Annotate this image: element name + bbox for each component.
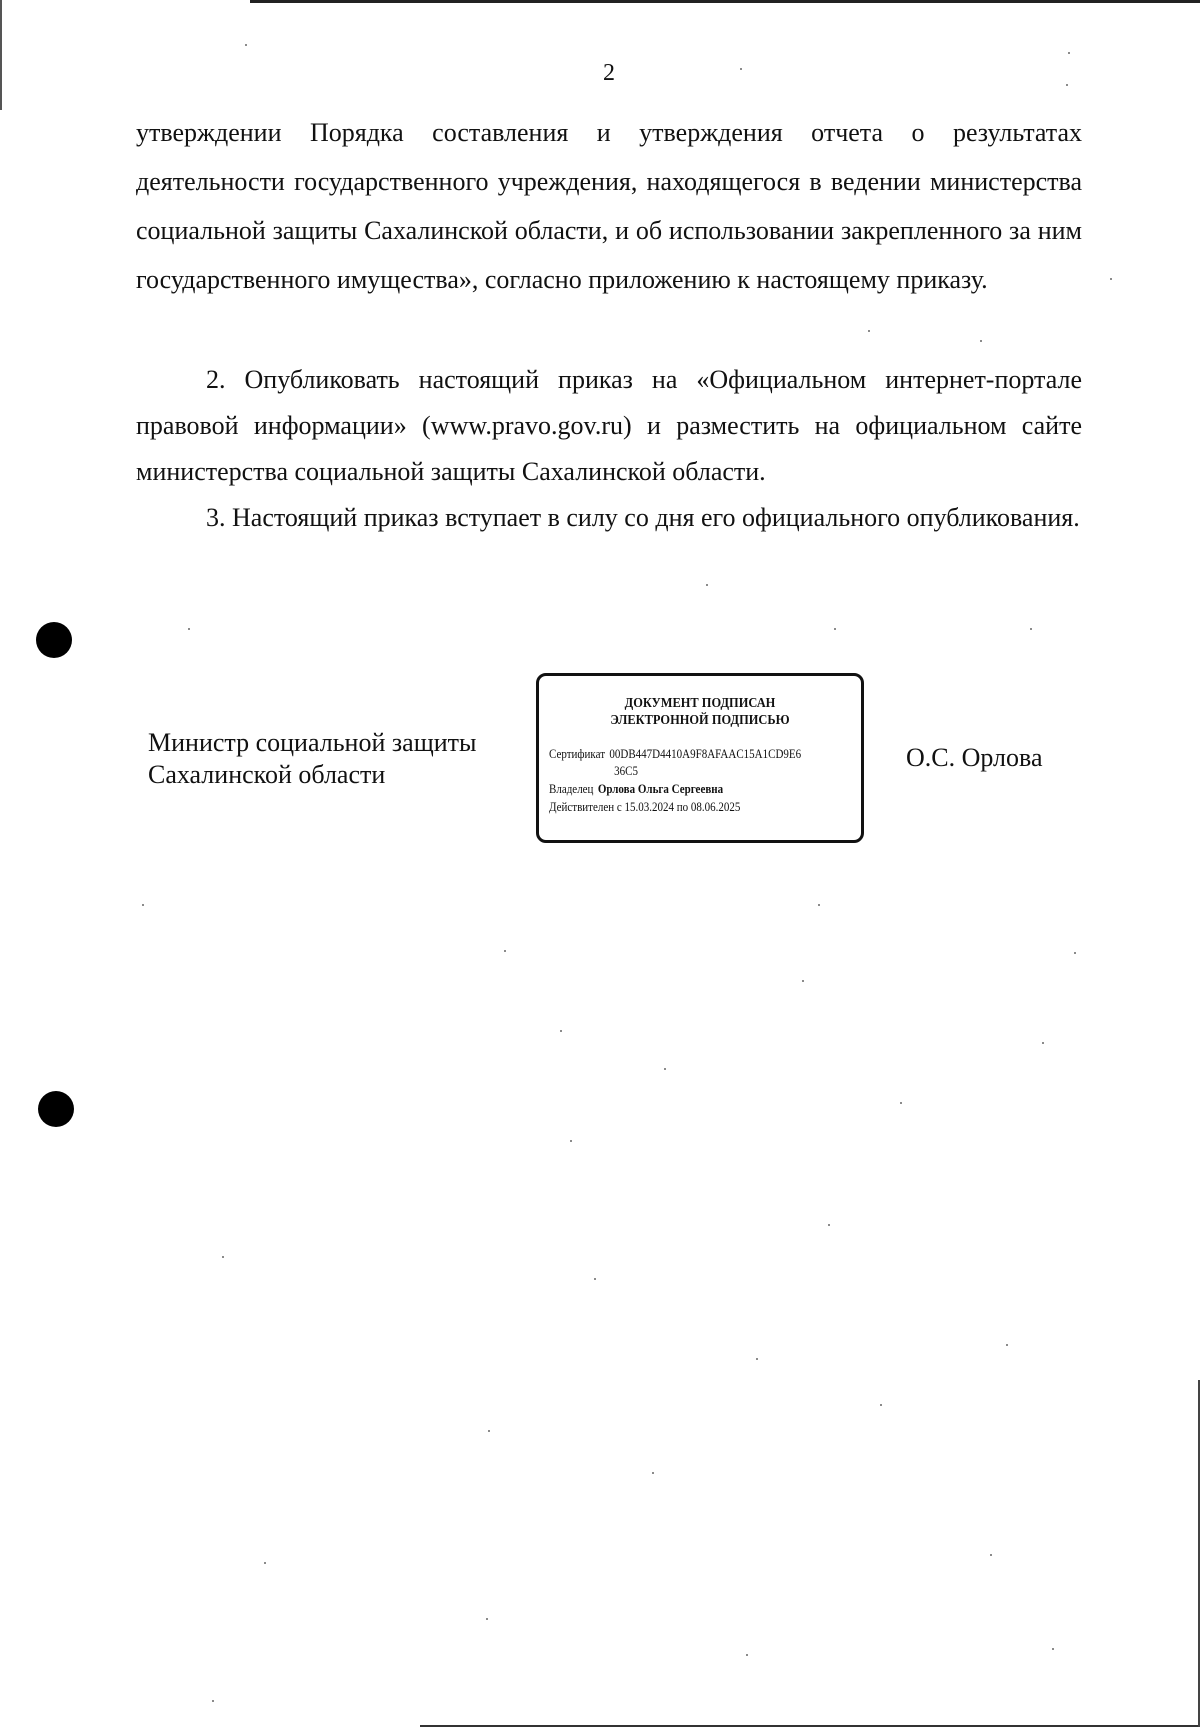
scan-speck — [746, 1654, 748, 1656]
scan-speck — [1110, 278, 1112, 280]
scan-speck — [594, 1278, 596, 1280]
scan-speck — [245, 44, 247, 46]
e-signature-stamp — [536, 673, 864, 843]
hole-punch-mark — [36, 622, 72, 658]
stamp-validity: Действителен с 15.03.2024 по 08.06.2025 — [549, 800, 741, 814]
signer-name: О.С. Орлова — [906, 743, 1043, 772]
scan-speck — [1030, 628, 1032, 630]
stamp-header-line-1: ДОКУМЕНТ ПОДПИСАН — [624, 695, 776, 710]
scan-speck — [652, 1472, 654, 1474]
scan-edge-left — [0, 0, 2, 110]
paragraph-publish: 2. Опубликовать настоящий приказ на «Официальном интернет-портале правовой информации» (www.pravo.gov.ru) и разместить на официальном сайте министерства социальной защиты Сахалинской области. — [136, 365, 1082, 486]
stamp-owner-label: Владелец — [549, 782, 594, 796]
scan-speck — [740, 68, 742, 70]
scan-speck — [264, 1562, 266, 1564]
scan-speck — [756, 1358, 758, 1360]
scan-speck — [1052, 1648, 1054, 1650]
stamp-certificate-value-tail: 36C5 — [614, 764, 638, 778]
scan-speck — [1006, 1344, 1008, 1346]
scan-speck — [142, 904, 144, 906]
stamp-certificate-value: 00DB447D4410A9F8AFAAC15A1CD9E6 — [609, 747, 802, 761]
scan-speck — [706, 584, 708, 586]
scan-speck — [868, 330, 870, 332]
stamp-header — [561, 694, 839, 728]
page-number: 2 — [603, 60, 615, 86]
scan-edge-top — [250, 0, 1200, 3]
scan-speck — [818, 904, 820, 906]
scan-speck — [488, 1430, 490, 1432]
scan-speck — [188, 628, 190, 630]
paragraph-effective-date: 3. Настоящий приказ вступает в силу со дня его официального опубликования. — [206, 503, 1080, 532]
scan-speck — [1066, 84, 1068, 86]
scan-speck — [980, 340, 982, 342]
stamp-certificate-label: Сертификат — [549, 747, 606, 761]
scan-speck — [222, 1256, 224, 1258]
scan-speck — [990, 1554, 992, 1556]
scan-speck — [560, 1030, 562, 1032]
paragraph-2-block — [136, 357, 1082, 495]
scan-speck — [828, 1224, 830, 1226]
scan-speck — [504, 950, 506, 952]
scan-speck — [664, 1068, 666, 1070]
scan-speck — [1042, 1042, 1044, 1044]
scan-speck — [212, 1700, 214, 1702]
scan-speck — [570, 1140, 572, 1142]
scan-speck — [900, 1102, 902, 1104]
paragraph-intro-block — [136, 108, 1082, 304]
stamp-certificate — [549, 745, 815, 763]
stamp-owner — [549, 780, 815, 798]
stamp-header-line-2: ЭЛЕКТРОННОЙ ПОДПИСЬЮ — [610, 712, 790, 727]
scan-speck — [1074, 952, 1076, 954]
stamp-owner-value: Орлова Ольга Сергеевна — [597, 782, 724, 796]
scan-speck — [880, 1404, 882, 1406]
signer-position — [148, 727, 476, 791]
scan-speck — [802, 980, 804, 982]
hole-punch-mark — [38, 1091, 74, 1127]
paragraph-3-block — [136, 495, 1082, 541]
scan-speck — [1068, 52, 1070, 54]
signer-position-line-2: Сахалинской области — [148, 760, 386, 789]
signer-position-line-1: Министр социальной защиты — [148, 728, 477, 757]
scan-speck — [486, 1618, 488, 1620]
scan-speck — [834, 628, 836, 630]
paragraph-intro: утверждении Порядка составления и утверждения отчета о результатах деятельности государственного учреждения, находящегося в ведении министерства социальной защиты Сахалинской области, и об использовании закрепленного за ним государственного имущества», согласно приложению к настоящему приказу. — [136, 118, 1082, 294]
